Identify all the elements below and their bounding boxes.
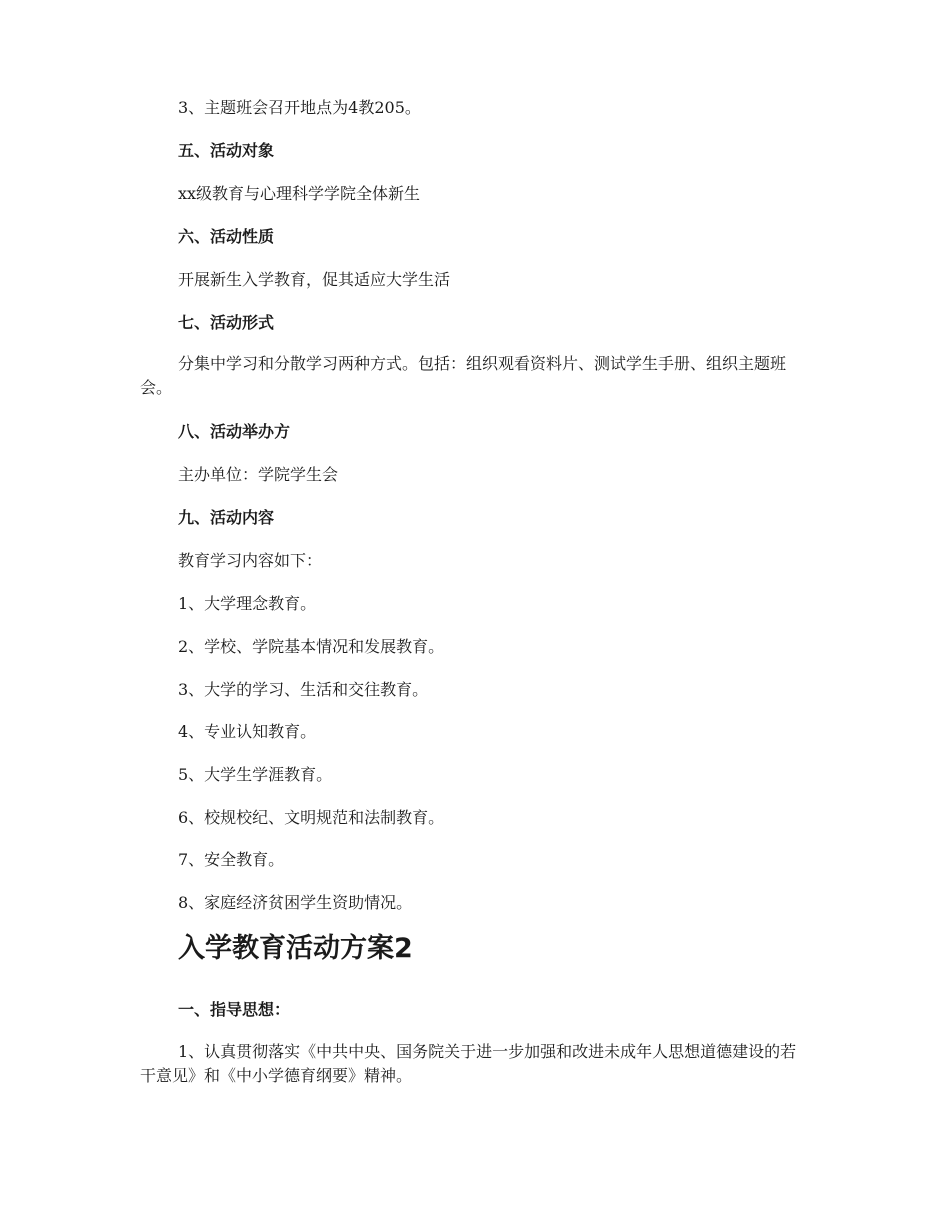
list-item: 2、学校、学院基本情况和发展教育。 bbox=[178, 637, 445, 656]
heading-activity-content: 九、活动内容 bbox=[178, 508, 275, 527]
list-item: 6、校规校纪、文明规范和法制教育。 bbox=[178, 808, 445, 827]
list-item: 1、大学理念教育。 bbox=[178, 594, 317, 613]
paragraph-meeting-location: 3、主题班会召开地点为4教205。 bbox=[178, 98, 421, 117]
heading-activity-nature: 六、活动性质 bbox=[178, 227, 275, 246]
heading-activity-organizer: 八、活动举办方 bbox=[178, 422, 291, 441]
list-item: 4、专业认知教育。 bbox=[178, 722, 317, 741]
heading-activity-target: 五、活动对象 bbox=[178, 141, 275, 160]
heading-guiding-ideology: 一、指导思想： bbox=[178, 1000, 291, 1019]
paragraph-content-intro: 教育学习内容如下： bbox=[178, 551, 323, 570]
paragraph-guiding-ideology: 1、认真贯彻落实《中共中央、国务院关于进一步加强和改进未成年人思想道德建设的若干意见》和《中小学德育纲要》精神。 bbox=[140, 1042, 797, 1085]
paragraph-activity-organizer: 主办单位：学院学生会 bbox=[178, 465, 339, 484]
paragraph-activity-target: xx级教育与心理科学学院全体新生 bbox=[178, 184, 421, 203]
list-item: 8、家庭经济贫困学生资助情况。 bbox=[178, 893, 413, 912]
section-title: 入学教育活动方案2 bbox=[178, 933, 413, 964]
paragraph-activity-form: 分集中学习和分散学习两种方式。包括：组织观看资料片、测试学生手册、组织主题班会。 bbox=[140, 354, 787, 397]
heading-activity-form: 七、活动形式 bbox=[178, 313, 275, 332]
list-item: 7、安全教育。 bbox=[178, 850, 285, 869]
list-item: 5、大学生学涯教育。 bbox=[178, 765, 333, 784]
list-item: 3、大学的学习、生活和交往教育。 bbox=[178, 680, 429, 699]
paragraph-activity-nature: 开展新生入学教育，促其适应大学生活 bbox=[178, 270, 451, 289]
